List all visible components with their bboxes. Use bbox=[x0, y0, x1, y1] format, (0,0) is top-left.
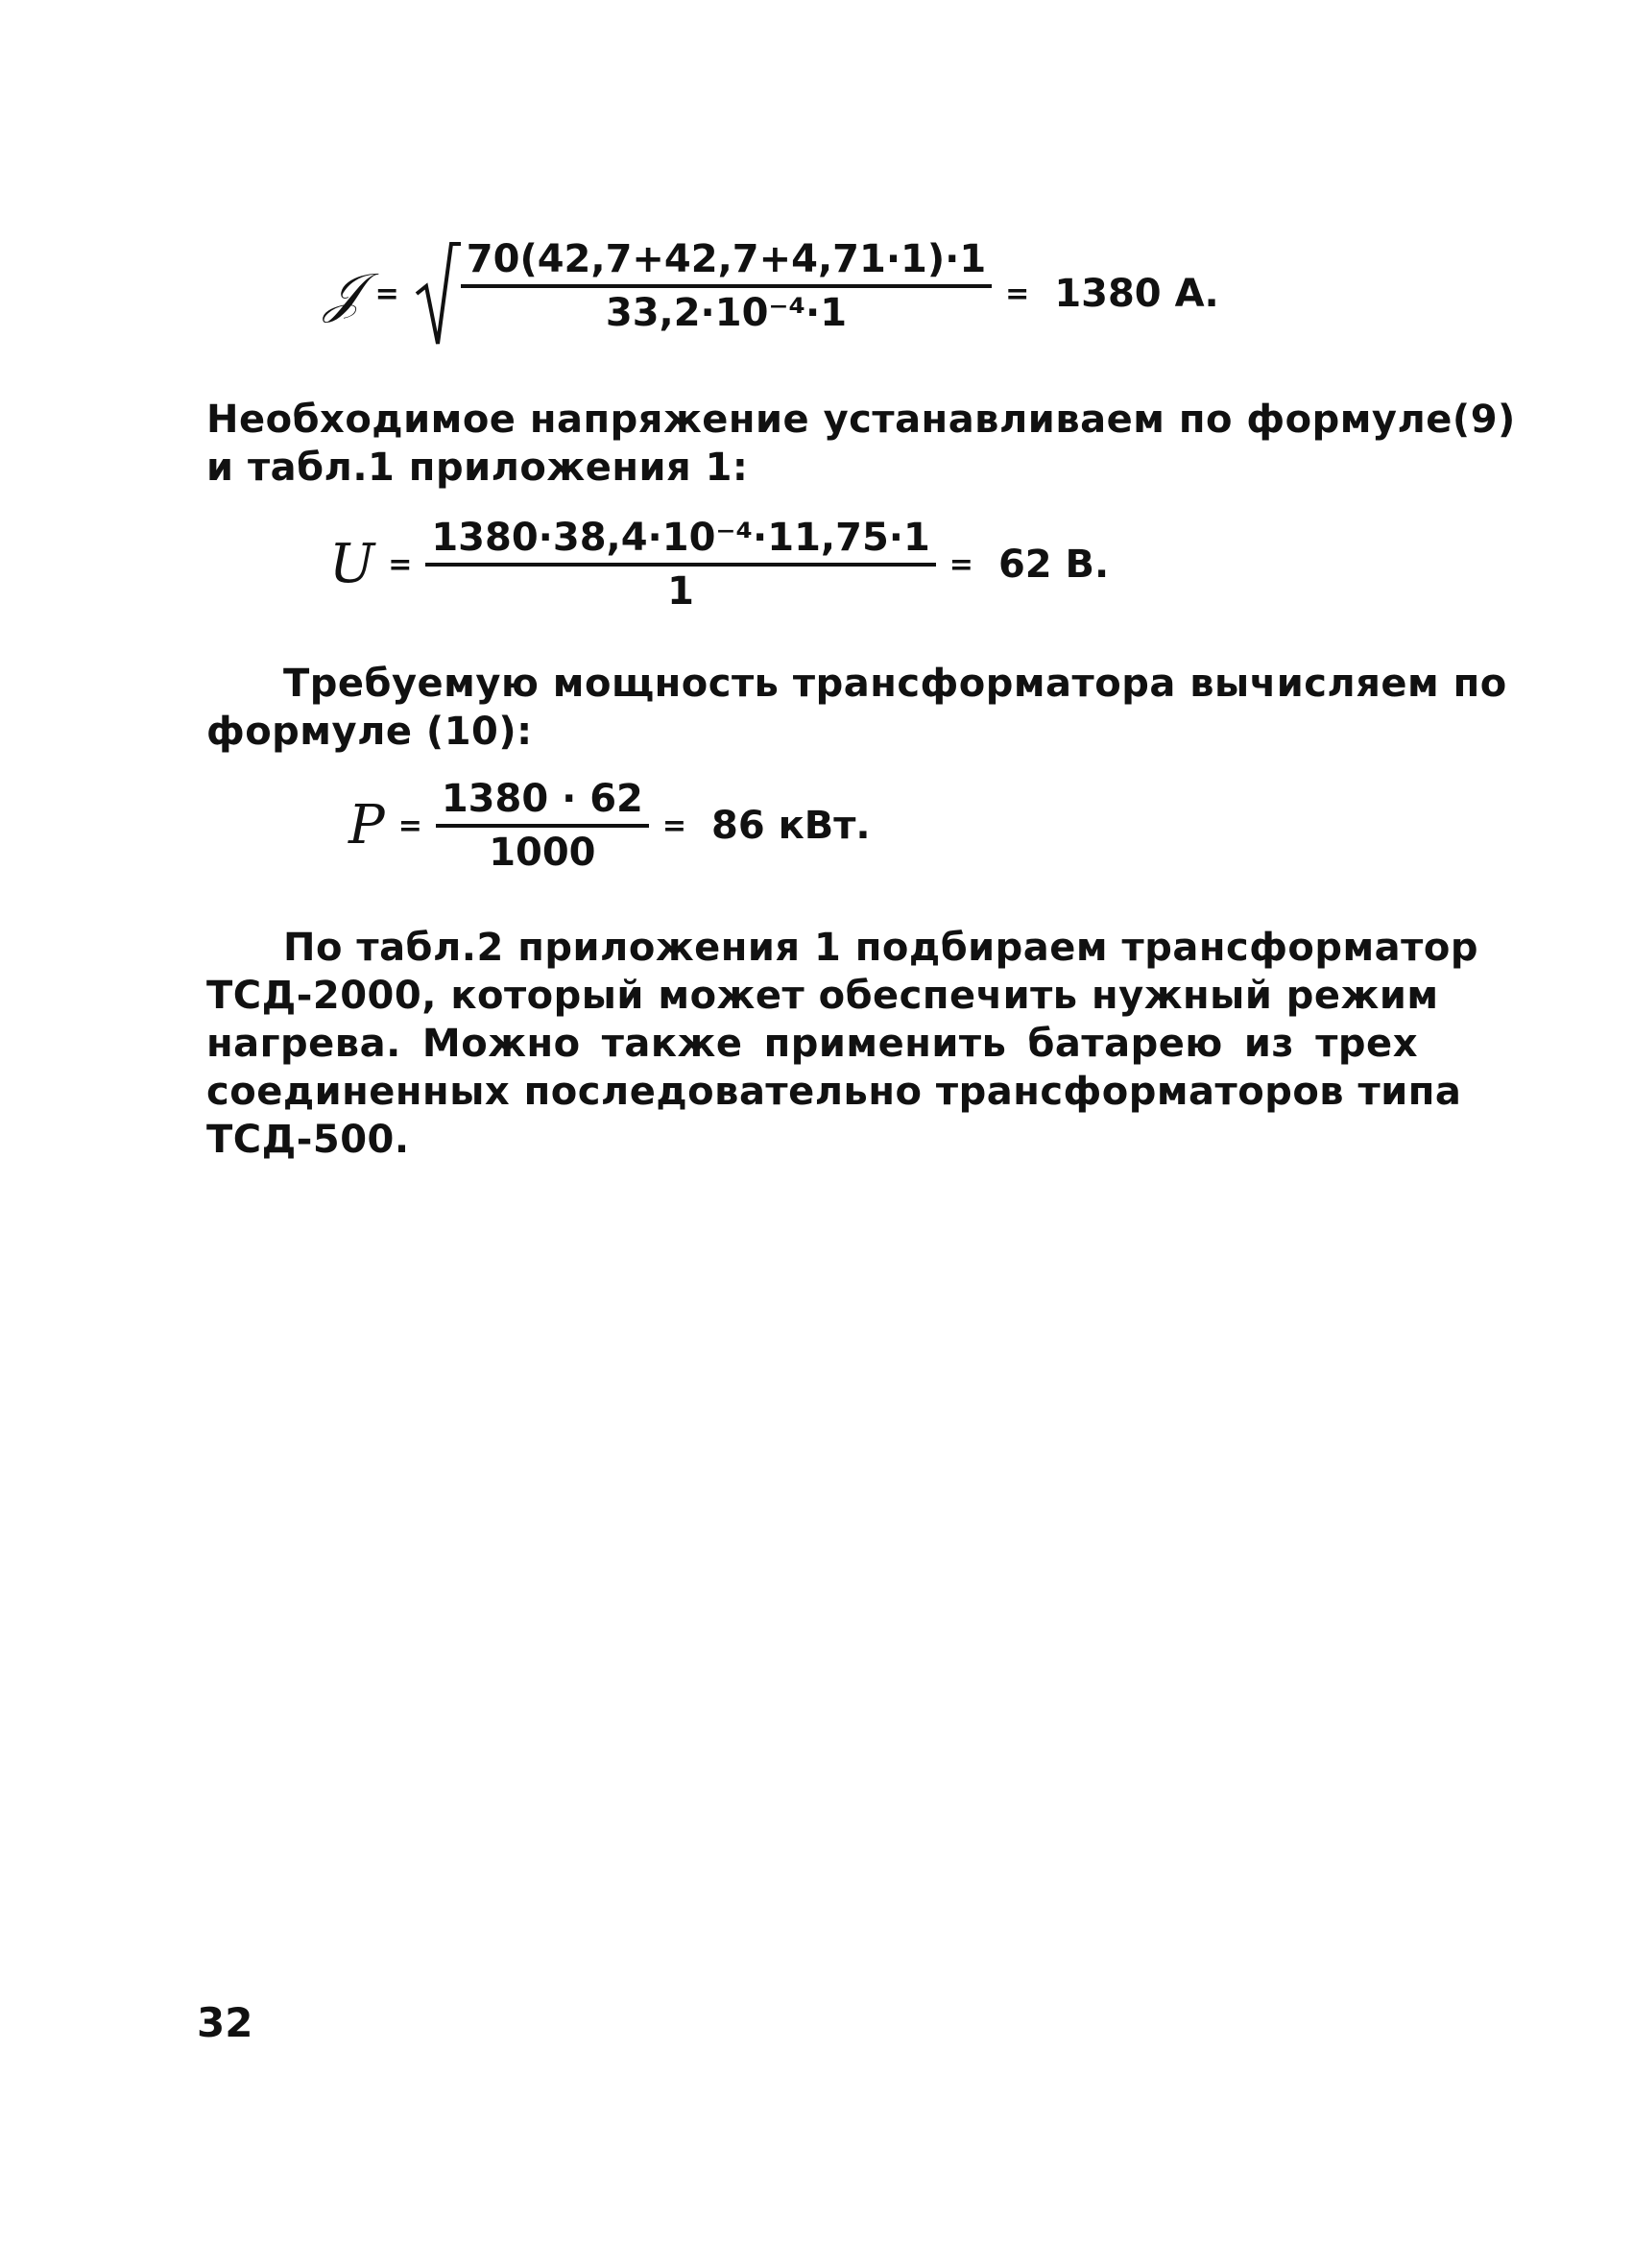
fraction-numerator: 1380 · 62 bbox=[436, 778, 649, 828]
text-line: ТСД-2000, который может обеспечить нужный режим bbox=[206, 974, 1439, 1018]
page-number: 32 bbox=[197, 1999, 253, 2046]
formula-symbol: U bbox=[329, 533, 375, 595]
text-line: соединенных последовательно трансформаторов типа bbox=[206, 1070, 1462, 1114]
text-line: Необходимое напряжение устанавливаем по формуле(9) bbox=[206, 398, 1516, 442]
fraction bbox=[436, 778, 649, 874]
fraction bbox=[425, 517, 935, 613]
fraction-denominator: 33,2·10⁻⁴·1 bbox=[605, 291, 848, 335]
fraction-denominator: 1 bbox=[667, 569, 694, 614]
equals-sign: = bbox=[661, 808, 687, 843]
equals-sign: = bbox=[1005, 277, 1030, 311]
equals-sign: = bbox=[388, 547, 413, 582]
text-line: ТСД-500. bbox=[206, 1118, 410, 1162]
text-line: нагрева. Можно также применить батарею из трех bbox=[206, 1022, 1418, 1066]
fraction bbox=[461, 238, 992, 350]
text-line: и табл.1 приложения 1: bbox=[206, 446, 749, 490]
equals-sign: = bbox=[397, 808, 422, 843]
text-line: По табл.2 приложения 1 подбираем трансформатор bbox=[283, 926, 1478, 970]
formula-voltage bbox=[329, 517, 1109, 613]
square-root bbox=[413, 238, 992, 350]
paragraph-power-intro bbox=[206, 660, 1507, 756]
formula-result: 1380 А. bbox=[1054, 272, 1219, 316]
formula-symbol: P bbox=[348, 794, 385, 857]
text-line: формуле (10): bbox=[206, 710, 533, 754]
square-root-icon bbox=[413, 238, 461, 350]
paragraph-transformer-selection bbox=[206, 924, 1478, 1164]
formula-current bbox=[324, 238, 1219, 350]
formula-result: 62 В. bbox=[997, 543, 1110, 587]
formula-result: 86 кВт. bbox=[711, 804, 871, 848]
formula-symbol: 𝒥 bbox=[324, 262, 362, 325]
fraction-numerator: 70(42,7+42,7+4,71·1)·1 bbox=[461, 238, 992, 288]
text-line: Требуемую мощность трансформатора вычисляем по bbox=[283, 662, 1507, 706]
equals-sign: = bbox=[374, 277, 399, 311]
equals-sign: = bbox=[949, 547, 973, 582]
fraction-denominator: 1000 bbox=[489, 831, 596, 875]
paragraph-voltage-intro bbox=[206, 396, 1516, 492]
fraction-numerator: 1380·38,4·10⁻⁴·11,75·1 bbox=[425, 517, 935, 567]
formula-power bbox=[348, 778, 871, 874]
